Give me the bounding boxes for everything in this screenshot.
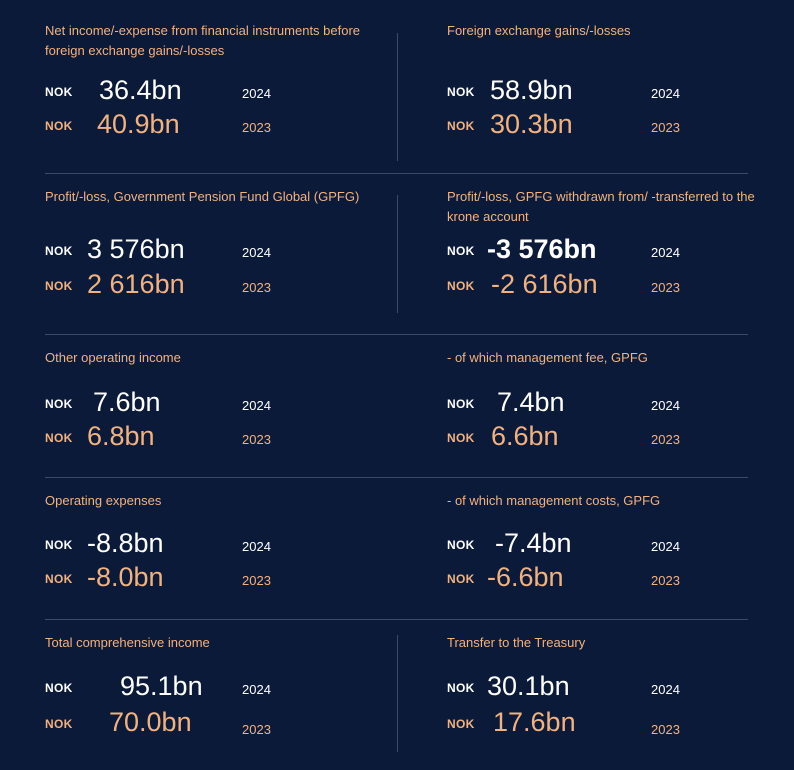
metric-row-2023 — [45, 706, 395, 742]
year-label-2024: 2024 — [651, 86, 680, 101]
metric-label: Profit/-loss, GPFG withdrawn from/ -transferred to the krone account — [447, 189, 755, 224]
metric-value-2024: 36.4bn — [99, 75, 182, 105]
metric-row-2024 — [447, 386, 794, 422]
column-divider — [397, 635, 398, 752]
column-divider — [397, 33, 398, 161]
year-label-2024: 2024 — [242, 398, 271, 413]
metric-row-2023 — [447, 420, 794, 456]
metric-row-2024 — [45, 670, 395, 706]
metric-value-2024: 95.1bn — [120, 671, 203, 701]
currency-label: NOK — [447, 244, 475, 258]
year-label-2024: 2024 — [651, 398, 680, 413]
column-divider — [397, 195, 398, 313]
row-divider — [45, 334, 748, 335]
metric-row-2024 — [447, 74, 794, 110]
metric-value-2023: -6.6bn — [487, 562, 564, 592]
currency-label: NOK — [447, 397, 475, 411]
currency-label: NOK — [45, 717, 73, 731]
currency-label: NOK — [45, 681, 73, 695]
year-label-2024: 2024 — [651, 245, 680, 260]
metric-row-2023 — [447, 706, 794, 742]
metric-value-2023: 40.9bn — [97, 109, 180, 139]
metric-label: - of which management fee, GPFG — [447, 350, 648, 365]
currency-label: NOK — [447, 717, 475, 731]
metric-label: - of which management costs, GPFG — [447, 493, 661, 508]
metric-value-2023: 70.0bn — [109, 707, 192, 737]
metric-label: Transfer to the Treasury — [447, 635, 586, 650]
year-label-2024: 2024 — [651, 682, 680, 697]
currency-label: NOK — [447, 279, 475, 293]
year-label-2023: 2023 — [651, 722, 680, 737]
currency-label: NOK — [447, 572, 475, 586]
metric-row-2024 — [447, 670, 794, 706]
year-label-2024: 2024 — [242, 86, 271, 101]
metric-value-2024: 58.9bn — [490, 75, 573, 105]
metric-value-2023: 6.6bn — [491, 421, 559, 451]
metric-value-2024: 30.1bn — [487, 671, 570, 701]
currency-label: NOK — [45, 431, 73, 445]
currency-label: NOK — [447, 538, 475, 552]
metric-label: Foreign exchange gains/-losses — [447, 23, 631, 38]
currency-label: NOK — [447, 85, 475, 99]
metric-row-2023 — [45, 561, 395, 597]
year-label-2023: 2023 — [651, 432, 680, 447]
year-label-2024: 2024 — [242, 245, 271, 260]
year-label-2024: 2024 — [242, 539, 271, 554]
metric-value-2023: -2 616bn — [491, 269, 598, 299]
currency-label: NOK — [45, 572, 73, 586]
year-label-2023: 2023 — [242, 722, 271, 737]
metric-label: Net income/-expense from financial instruments before foreign exchange gains/-losses — [45, 23, 361, 58]
metric-value-2024: -7.4bn — [495, 528, 572, 558]
metric-row-2023 — [45, 420, 395, 456]
metric-row-2024 — [45, 386, 395, 422]
metric-row-2023 — [45, 268, 395, 304]
row-divider — [45, 477, 748, 478]
metric-row-2024 — [45, 233, 395, 269]
currency-label: NOK — [447, 681, 475, 695]
currency-label: NOK — [45, 397, 73, 411]
metric-row-2023 — [45, 108, 395, 144]
metric-value-2023: 17.6bn — [493, 707, 576, 737]
metric-label: Other operating income — [45, 350, 181, 365]
year-label-2024: 2024 — [651, 539, 680, 554]
metric-value-2024: 3 576bn — [87, 234, 185, 264]
metric-row-2024 — [447, 527, 794, 563]
year-label-2023: 2023 — [242, 573, 271, 588]
currency-label: NOK — [45, 538, 73, 552]
year-label-2024: 2024 — [242, 682, 271, 697]
year-label-2023: 2023 — [242, 120, 271, 135]
metric-label: Profit/-loss, Government Pension Fund Global (GPFG) — [45, 189, 360, 204]
metric-row-2024 — [45, 527, 395, 563]
row-divider — [45, 173, 748, 174]
metric-value-2023: 6.8bn — [87, 421, 155, 451]
currency-label: NOK — [45, 85, 73, 99]
year-label-2023: 2023 — [651, 573, 680, 588]
metric-value-2024: 7.4bn — [497, 387, 565, 417]
metric-value-2023: 2 616bn — [87, 269, 185, 299]
currency-label: NOK — [447, 119, 475, 133]
metric-value-2024: -8.8bn — [87, 528, 164, 558]
metric-value-2023: 30.3bn — [490, 109, 573, 139]
year-label-2023: 2023 — [651, 120, 680, 135]
currency-label: NOK — [45, 279, 73, 293]
metric-row-2024 — [45, 74, 395, 110]
currency-label: NOK — [45, 244, 73, 258]
metric-row-2023 — [447, 268, 794, 304]
metric-row-2023 — [447, 108, 794, 144]
metric-row-2023 — [447, 561, 794, 597]
metric-label: Operating expenses — [45, 493, 162, 508]
currency-label: NOK — [447, 431, 475, 445]
metric-value-2023: -8.0bn — [87, 562, 164, 592]
metric-value-2024: -3 576bn — [487, 234, 597, 264]
row-divider — [45, 619, 748, 620]
metric-row-2024 — [447, 233, 794, 269]
year-label-2023: 2023 — [651, 280, 680, 295]
metric-label: Total comprehensive income — [45, 635, 210, 650]
metric-value-2024: 7.6bn — [93, 387, 161, 417]
year-label-2023: 2023 — [242, 280, 271, 295]
year-label-2023: 2023 — [242, 432, 271, 447]
currency-label: NOK — [45, 119, 73, 133]
